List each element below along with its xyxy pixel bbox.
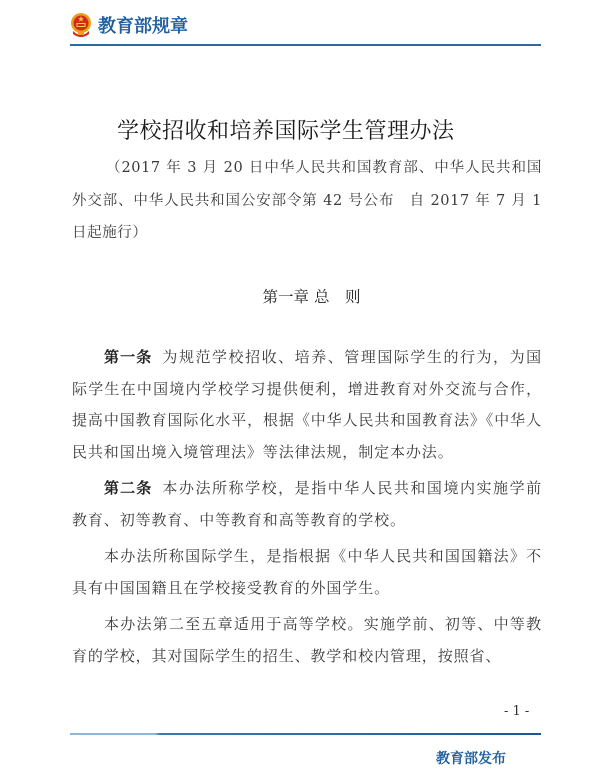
article-paragraph: [72, 342, 542, 468]
paragraph-text: 本办法所称国际学生，是指根据《中华人民共和国国籍法》不具有中国国籍且在学校接受教育的外国学生。: [72, 547, 542, 597]
document-subtitle: （2017 年 3 月 20 日中华人民共和国教育部、中华人民共和国外交部、中华人民共和国公安部令第 42 号公布 自 2017 年 7 月 1 日起施行）: [72, 160, 542, 241]
page-number: - 1 -: [504, 704, 530, 719]
paragraph: [72, 609, 542, 672]
article-number: 第二条: [104, 479, 153, 497]
header-title: 教育部规章: [98, 16, 188, 37]
document-body: [72, 342, 542, 677]
page-header: [70, 10, 188, 40]
national-emblem-icon: [70, 12, 92, 38]
footer-divider: [70, 733, 541, 735]
header-divider: [70, 44, 541, 46]
chapter-heading: 第一章 总 则: [262, 288, 361, 306]
paragraph-text: 本办法所称学校，是指中华人民共和国境内实施学前教育、初等教育、中等教育和高等教育的学校。: [72, 479, 542, 529]
paragraph: [72, 541, 542, 604]
paragraph-text: 为规范学校招收、培养、管理国际学生的行为，为国际学生在中国境内学校学习提供便利，增进教育对外交流与合作，提高中国教育国际化水平，根据《中华人民共和国教育法》《中华人民共和国出境入境管理法》等法律法规，制定本办法。: [72, 348, 542, 461]
article-number: 第一条: [104, 348, 153, 366]
document-title: 学校招收和培养国际学生管理办法: [117, 119, 455, 144]
article-paragraph: [72, 473, 542, 536]
footer-publisher: 教育部发布: [436, 751, 506, 767]
paragraph-text: 本办法第二至五章适用于高等学校。实施学前、初等、中等教育的学校，其对国际学生的招生、教学和校内管理，按照省、: [72, 615, 542, 665]
